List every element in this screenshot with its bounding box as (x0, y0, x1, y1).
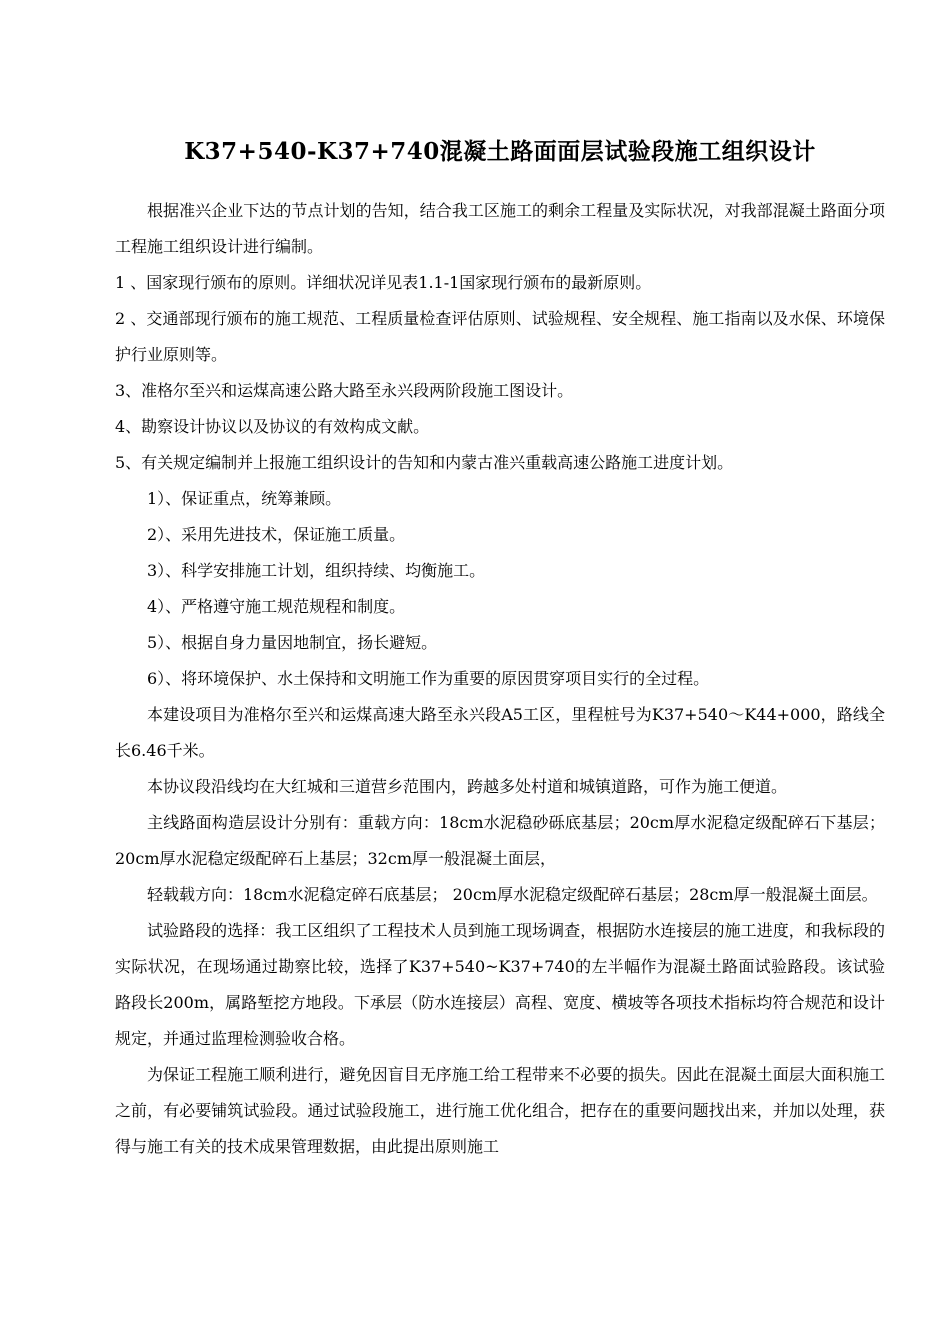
basis-item-2: 2 、交通部现行颁布的施工规范、工程质量检查评估原则、试验规程、安全规程、施工指南以及水保、环境保护行业原则等。 (115, 309, 885, 364)
test-section-selection-paragraph: 试验路段的选择：我工区组织了工程技术人员到施工现场调查，根据防水连接层的施工进度，和我标段的实际状况，在现场通过勘察比较，选择了K37+540~K37+740的左半幅作为混凝土路面试验路段。该试验路段长200m，属路堑挖方地段。下承层（防水连接层）高程、宽度、横坡等各项技术指标均符合规范和设计规定，并通过监理检测验收合格。 (115, 921, 885, 1048)
basis-item-5: 5、有关规定编制并上报施工组织设计的告知和内蒙古准兴重载高速公路施工进度计划。 (115, 453, 734, 472)
basis-item-4: 4、勘察设计协议以及协议的有效构成文献。 (115, 417, 430, 436)
test-section-purpose-paragraph: 为保证工程施工顺利进行，避免因盲目无序施工给工程带来不必要的损失。因此在混凝土面层大面积施工之前，有必要铺筑试验段。通过试验段施工，进行施工优化组合，把存在的重要问题找出来，并加以处理，获得与施工有关的技术成果管理数据，由此提出原则施工 (115, 1065, 885, 1156)
principle-item-3: 3）、科学安排施工计划，组织持续、均衡施工。 (147, 561, 486, 580)
principle-item-4: 4）、严格遵守施工规范规程和制度。 (147, 597, 406, 616)
principle-item-2: 2）、采用先进技术，保证施工质量。 (147, 525, 406, 544)
basis-item-1: 1 、国家现行颁布的原则。详细状况详见表1.1-1国家现行颁布的最新原则。 (115, 273, 652, 292)
heavy-load-structure-paragraph: 主线路面构造层设计分别有：重载方向：18cm水泥稳砂砾底基层；20cm厚水泥稳定级配碎石下基层；20cm厚水泥稳定级配碎石上基层；32cm厚一般混凝土面层， (115, 813, 885, 868)
principle-item-1: 1）、保证重点，统筹兼顾。 (147, 489, 342, 508)
document-body (115, 193, 885, 1165)
principle-item-5: 5）、根据自身力量因地制宜，扬长避短。 (147, 633, 438, 652)
intro-paragraph: 根据准兴企业下达的节点计划的告知，结合我工区施工的剩余工程量及实际状况，对我部混凝土路面分项工程施工组织设计进行编制。 (115, 201, 885, 256)
principle-item-6: 6）、将环境保护、水土保持和文明施工作为重要的原因贯穿项目实行的全过程。 (147, 669, 710, 688)
light-load-structure-paragraph: 轻载载方向：18cm水泥稳定碎石底基层； 20cm厚水泥稳定级配碎石基层；28cm厚一般混凝土面层。 (147, 885, 878, 904)
document-title: K37+540-K37+740混凝土路面面层试验段施工组织设计 (184, 138, 816, 165)
site-access-paragraph: 本协议段沿线均在大红城和三道营乡范围内，跨越多处村道和城镇道路，可作为施工便道。 (147, 777, 788, 796)
project-overview-paragraph: 本建设项目为准格尔至兴和运煤高速大路至永兴段A5工区，里程桩号为K37+540～K44+000，路线全长6.46千米。 (115, 705, 885, 760)
basis-item-3: 3、准格尔至兴和运煤高速公路大路至永兴段两阶段施工图设计。 (115, 381, 574, 400)
